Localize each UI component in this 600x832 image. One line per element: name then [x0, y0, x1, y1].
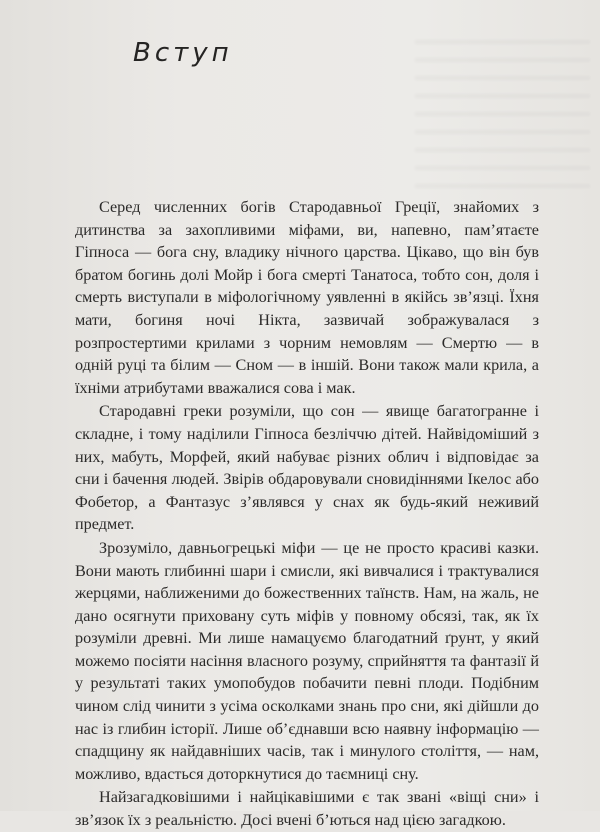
paragraph: Зрозуміло, давньогрецькі міфи — це не просто красиві казки. Вони мають глибинні шари і смисли, які вивчалися і трактувалися жерцями, наближеними до божественних таїнств. Нам, на жаль, не дано осягнути приховану суть міфів у повному обсязі, так, як їх розуміли древні. Ми лише намацуємо благодатний ґрунт, у який можемо посіяти насіння власного розуму, сприйняття та фантазії й у результаті таких умопобудов побачити певні плоди. Подібним чином слід чинити з усіма осколками знань про сни, які дійшли до нас із глибин історії. Лише об’єднавши всю наявну інформацію — спадщину як найдавніших часів, так і минулого століття, — нам, можливо, вдасться доторкнутися до таємниці сну.: [75, 538, 539, 783]
paragraph: Серед численних богів Стародавньої Греції, знайомих з дитинства за захопливими міфами, ви, напевно, пам’ятаєте Гіпноса — бога сну, владику нічного царства. Цікаво, що він був братом богинь долі Мойр і бога смерті Танатоса, тобто сон, доля і смерть виступали в міфологічному уявленні в якійсь зв’язці. Їхня мати, богиня ночі Нікта, зазвичай зображувалася з розпростертими крилами з чорним немовлям — Смертю — в одній руці та білим — Сном — в іншій. Вони також мали крила, а їхніми атрибутами вважалися сова і мак.: [75, 198, 539, 397]
paragraph: Найзагадковішими і найцікавішими є так звані «віщі сни» і зв’язок їх з реальністю. Досі вчені б’ються над цією загадкою.: [75, 788, 539, 830]
body-text: [75, 196, 539, 832]
chapter-title: Вступ: [133, 38, 233, 68]
bleed-through-text: [415, 32, 590, 192]
paragraph: Стародавні греки розуміли, що сон — явище багатогранне і складне, і тому наділили Гіпноса безліччю дітей. Найвідоміший з них, мабуть, Морфей, який набуває різних облич і відповідає за сни і бачення людей. Звірів обдаровували сновидіннями Ікелос або Фобетор, а Фантазус з’являвся у снах як будь-який неживий предмет.: [75, 402, 539, 534]
